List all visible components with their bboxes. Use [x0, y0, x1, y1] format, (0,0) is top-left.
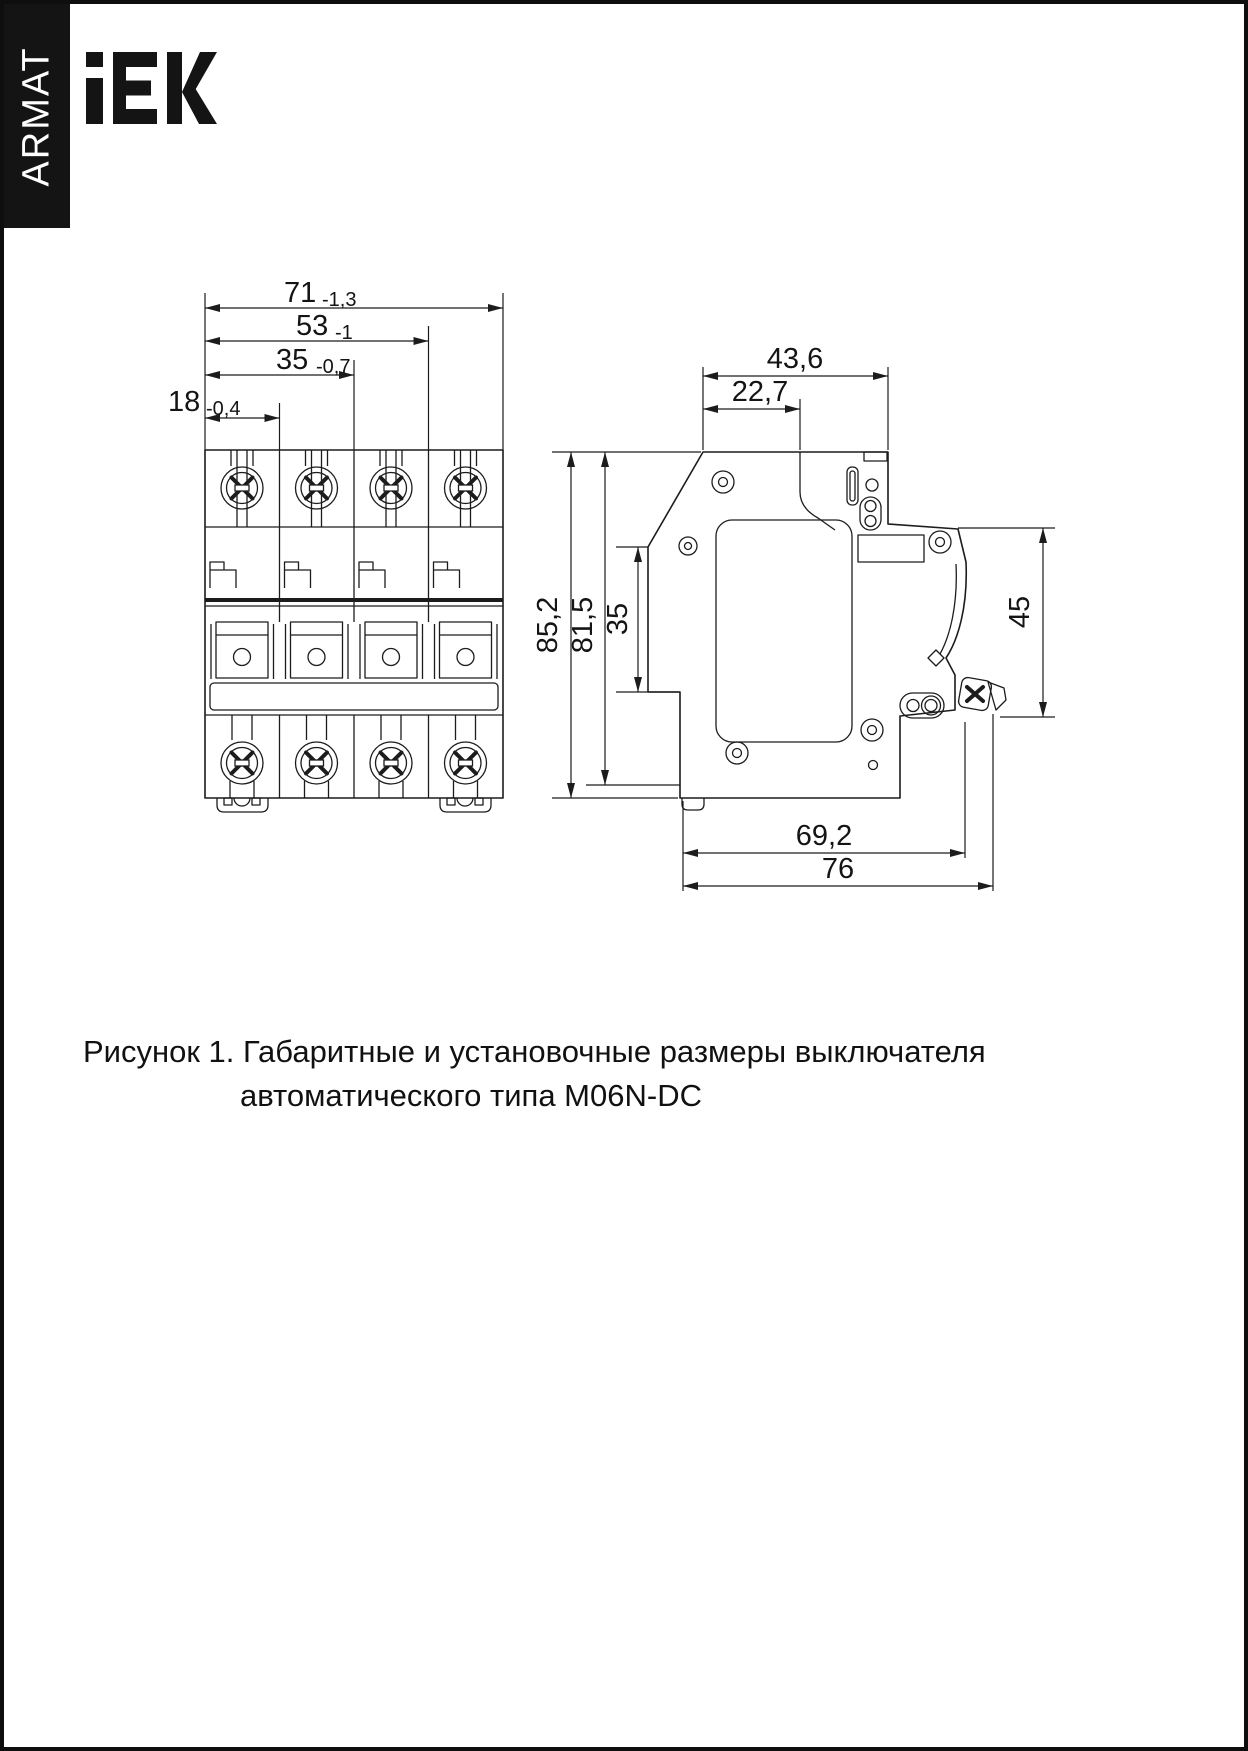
armat-brand-text: ARMAT [15, 45, 58, 187]
dim-label-76: 76 [821, 853, 855, 885]
figure-caption [83, 1030, 986, 1118]
dim-tol-18: -0,4 [206, 398, 241, 420]
front-view [168, 277, 503, 812]
dim-label-35-vertical: 35 [602, 602, 634, 636]
logo-letter-k [167, 52, 217, 124]
front-toggle-handles [211, 622, 497, 679]
dim-label-35: 35 [276, 344, 309, 376]
figure-caption-line2: автоматического типа M06N-DC [240, 1078, 702, 1113]
technical-drawing [100, 230, 1110, 910]
side-inner-panel [716, 520, 852, 742]
dim-label-85-2: 85,2 [532, 596, 564, 654]
side-clip-latch [958, 677, 1006, 712]
side-front-step [800, 452, 835, 530]
iek-logo-icon [86, 52, 221, 126]
dim-tol-71: -1,3 [322, 289, 357, 311]
figure-caption-line1: Рисунок 1. Габаритные и установочные размеры выключателя [83, 1034, 986, 1069]
side-body-outline [648, 452, 966, 798]
dim-label-69-2: 69,2 [795, 820, 853, 852]
side-top-tab [864, 452, 887, 461]
front-handle-tie-bar [210, 683, 498, 710]
front-mounting-feet [217, 798, 491, 812]
logo-i-stem [86, 78, 103, 124]
dim-label-22-7: 22,7 [731, 376, 789, 408]
front-view-dimensions [168, 277, 503, 450]
logo-letter-e [113, 52, 157, 124]
dim-label-71: 71 [284, 277, 317, 309]
logo-i-dot [86, 52, 103, 67]
dim-label-81-5: 81,5 [567, 596, 599, 654]
dim-tol-35: -0,7 [316, 356, 351, 378]
dim-label-43-6: 43,6 [766, 343, 824, 375]
side-view-dimensions [532, 343, 1055, 891]
dim-label-53: 53 [296, 310, 329, 342]
dim-label-45: 45 [1004, 595, 1036, 629]
side-view [532, 343, 1055, 891]
dim-label-18: 18 [168, 386, 201, 418]
front-mid-tabs [210, 562, 460, 588]
armat-brand-bar [4, 4, 70, 228]
dim-tol-53: -1 [335, 322, 353, 344]
side-screw-details [679, 467, 1006, 810]
